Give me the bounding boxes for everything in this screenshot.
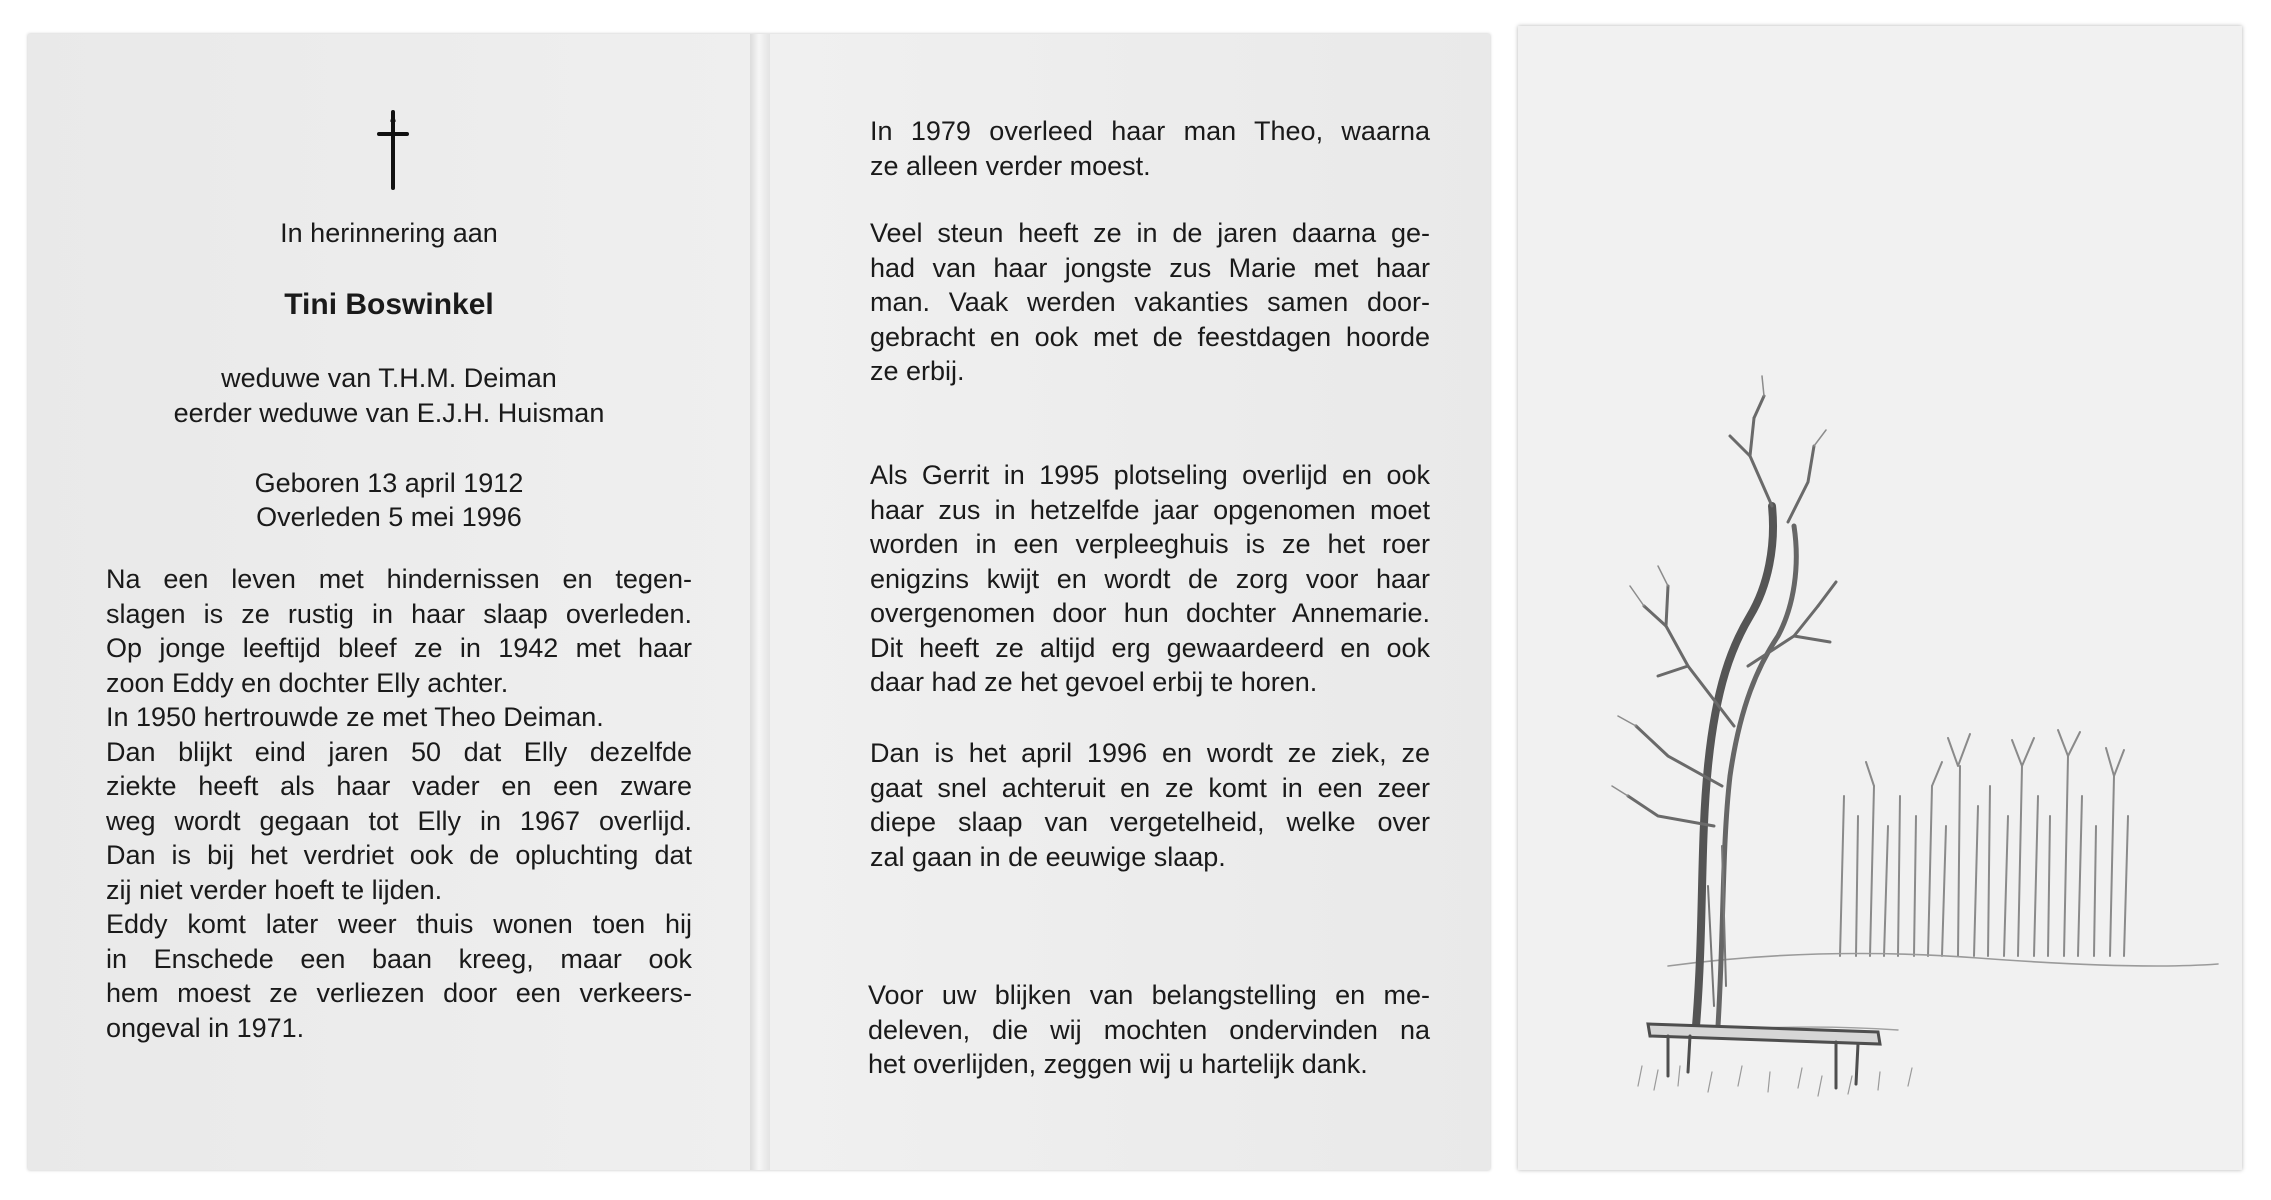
text-line: weg wordt gegaan tot Elly in 1967 overlijd.: [106, 805, 692, 836]
cross-icon: [363, 104, 423, 194]
text-line: slagen is ze rustig in haar slaap overleden.: [106, 598, 692, 629]
paragraph: [870, 736, 1430, 874]
text-line: Voor uw blijken van belangstelling en me-: [868, 980, 1430, 1010]
text-line: gaat snel achteruit en ze komt in een zeer: [870, 772, 1430, 803]
text-line: zij niet verder hoeft te lijden.: [106, 874, 443, 905]
text-line: Dit heeft ze altijd erg gewaardeerd en ook: [870, 632, 1430, 663]
text-line: haar zus in hetzelfde jaar opgenomen moet: [870, 494, 1430, 525]
card-fold: [750, 34, 770, 1170]
text-line: ze erbij.: [870, 356, 965, 386]
text-line: enigzins kwijt en wordt de zorg voor haar: [870, 563, 1430, 594]
widow-line: eerder weduwe van E.J.H. Huisman: [173, 398, 605, 428]
text-line: Dan blijkt eind jaren 50 dat Elly dezelfde: [106, 736, 692, 767]
text-line: in Enschede een baan kreeg, maar ook: [106, 943, 692, 974]
right-panel: [770, 34, 1490, 1170]
text-line: ziekte heeft als haar vader en een zware: [106, 771, 692, 801]
text-line: In 1950 hertrouwde ze met Theo Deiman.: [106, 702, 604, 732]
memorial-card-inside: [28, 34, 1490, 1170]
text-line: diepe slaap van vergetelheid, welke over: [870, 807, 1430, 837]
paragraph: [870, 114, 1430, 183]
text-line: Dan is bij het verdriet ook de opluchting dat: [106, 840, 692, 870]
text-line: Eddy komt later weer thuis wonen toen hij: [106, 909, 692, 939]
paragraph: [868, 978, 1430, 1082]
text-line: hem moest ze verliezen door een verkeers-: [106, 978, 692, 1008]
birth-date: Geboren 13 april 1912: [254, 468, 524, 498]
intro-text: In herinnering aan: [280, 218, 498, 248]
text-line: Dan is het april 1996 en wordt ze ziek, ze: [870, 738, 1430, 768]
text-line: gebracht en ook met de feestdagen hoorde: [870, 321, 1430, 352]
text-line: ze alleen verder moest.: [870, 150, 1151, 181]
text-line: Als Gerrit in 1995 plotseling overlijd en ook: [870, 460, 1430, 490]
left-panel: [28, 34, 750, 1170]
paragraph: [870, 458, 1430, 700]
text-line: Op jonge leeftijd bleef ze in 1942 met haar: [106, 633, 692, 663]
text-line: had van haar jongste zus Marie met haar: [870, 252, 1430, 283]
widow-line: weduwe van T.H.M. Deiman: [221, 363, 557, 393]
text-line: deleven, die wij mochten ondervinden na: [868, 1014, 1430, 1045]
text-line: man. Vaak werden vakanties samen door-: [870, 287, 1430, 317]
text-line: het overlijden, zeggen wij u hartelijk dank.: [868, 1049, 1368, 1079]
text-line: ongeval in 1971.: [106, 1012, 305, 1043]
card-cover: [1518, 26, 2242, 1170]
winter-landscape-illustration-icon: [1518, 26, 2242, 1170]
death-date: Overleden 5 mei 1996: [256, 502, 522, 532]
life-story: [106, 562, 692, 1045]
text-line: In 1979 overleed haar man Theo, waarna: [870, 116, 1430, 146]
text-line: zal gaan in de eeuwige slaap.: [870, 841, 1226, 872]
text-line: worden in een verpleeghuis is ze het roer: [870, 529, 1430, 559]
text-line: overgenomen door hun dochter Annemarie.: [870, 598, 1430, 628]
paragraph: [870, 216, 1430, 389]
text-line: Veel steun heeft ze in de jaren daarna ge-: [870, 218, 1430, 248]
text-line: daar had ze het gevoel erbij te horen.: [870, 667, 1318, 697]
text-line: zoon Eddy en dochter Elly achter.: [106, 667, 509, 698]
text-line: Na een leven met hindernissen en tegen-: [106, 564, 692, 594]
deceased-name: Tini Boswinkel: [284, 288, 494, 321]
